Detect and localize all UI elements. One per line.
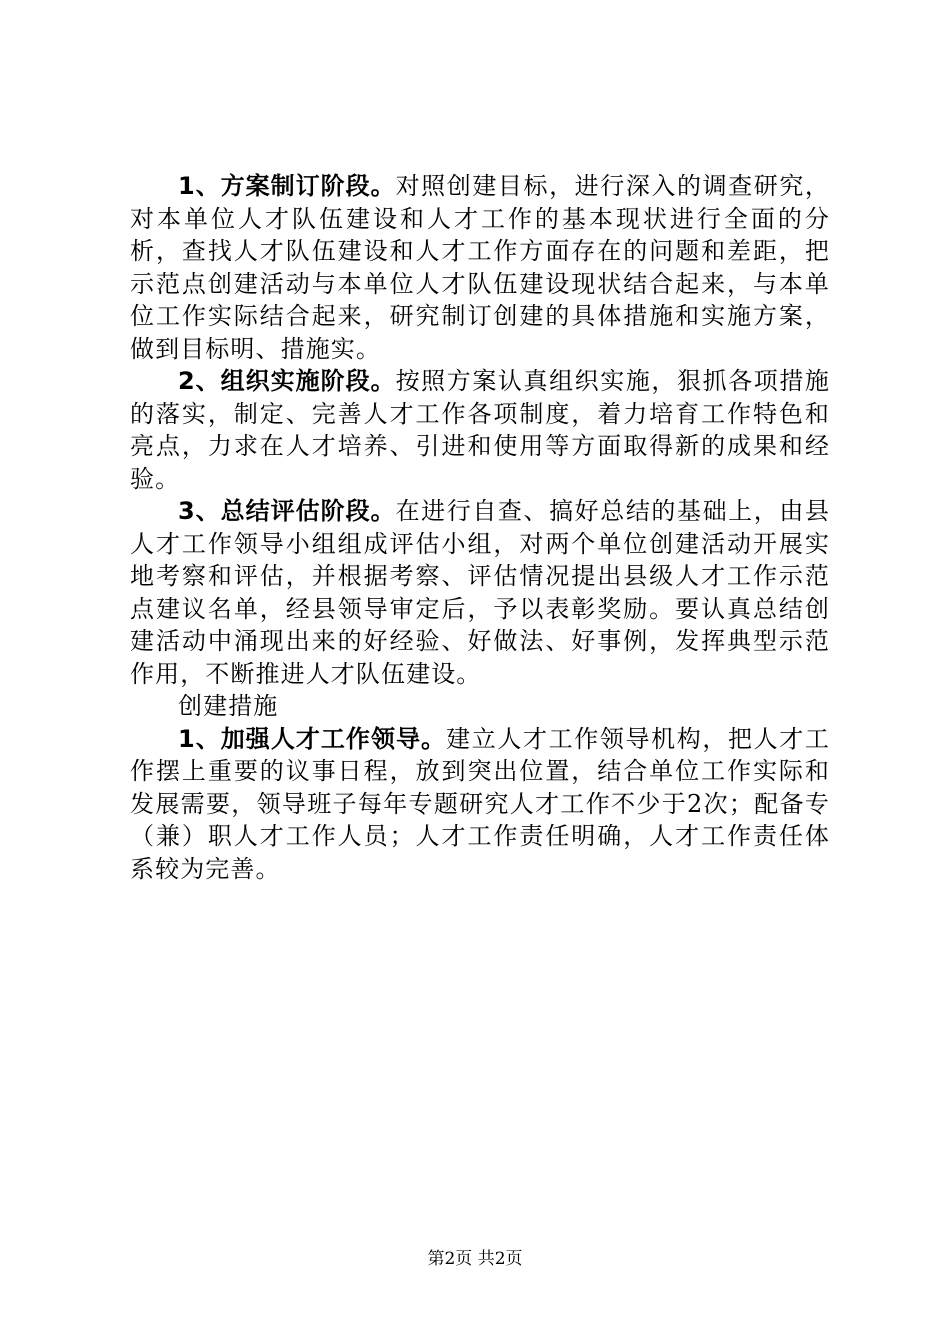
paragraph-lead: 3、总结评估阶段。: [178, 497, 396, 525]
paragraph-text: 按照方案认真组织实施，狠抓各项措施的落实，制定、完善人才工作各项制度，着力培育工作特色和亮点，力求在人才培养、引进和使用等方面取得新的成果和经验。: [130, 367, 831, 493]
paragraph-measure-1: [130, 723, 830, 886]
paragraph-lead: 1、方案制订阶段。: [178, 172, 396, 200]
document-body: [130, 170, 830, 885]
paragraph-lead: 1、加强人才工作领导。: [178, 724, 447, 753]
paragraph-stage-1: [130, 170, 830, 365]
paragraph-text: 建立人才工作领导机构，把人才工作摆上重要的议事日程，放到突出位置，结合单位工作实际和发展需要，领导班子每年专题研究人才工作不少于2次；配备专（兼）职人才工作人员；人才工作责任明确，人才工作责任体系较为完善。: [130, 724, 831, 883]
page-number-footer: 第2页 共2页: [427, 1249, 523, 1269]
paragraph-stage-2: [130, 365, 830, 495]
section-heading: 创建措施: [178, 692, 279, 720]
paragraph-lead: 2、组织实施阶段。: [178, 367, 396, 395]
paragraph-text: 在进行自查、搞好总结的基础上，由县人才工作领导小组组成评估小组，对两个单位创建活动开展实地考察和评估，并根据考察、评估情况提出县级人才工作示范点建议名单，经县领导审定后，予以表彰奖励。要认真总结创建活动中涌现出来的好经验、好做法、好事例，发挥典型示范作用，不断推进人才队伍建设。: [130, 497, 831, 688]
paragraph-text: 对照创建目标，进行深入的调查研究，对本单位人才队伍建设和人才工作的基本现状进行全面的分析，查找人才队伍建设和人才工作方面存在的问题和差距，把示范点创建活动与本单位人才队伍建设现状结合起来，与本单位工作实际结合起来，研究制订创建的具体措施和实施方案，做到目标明、措施实。: [130, 172, 831, 363]
paragraph-stage-3: [130, 495, 830, 690]
